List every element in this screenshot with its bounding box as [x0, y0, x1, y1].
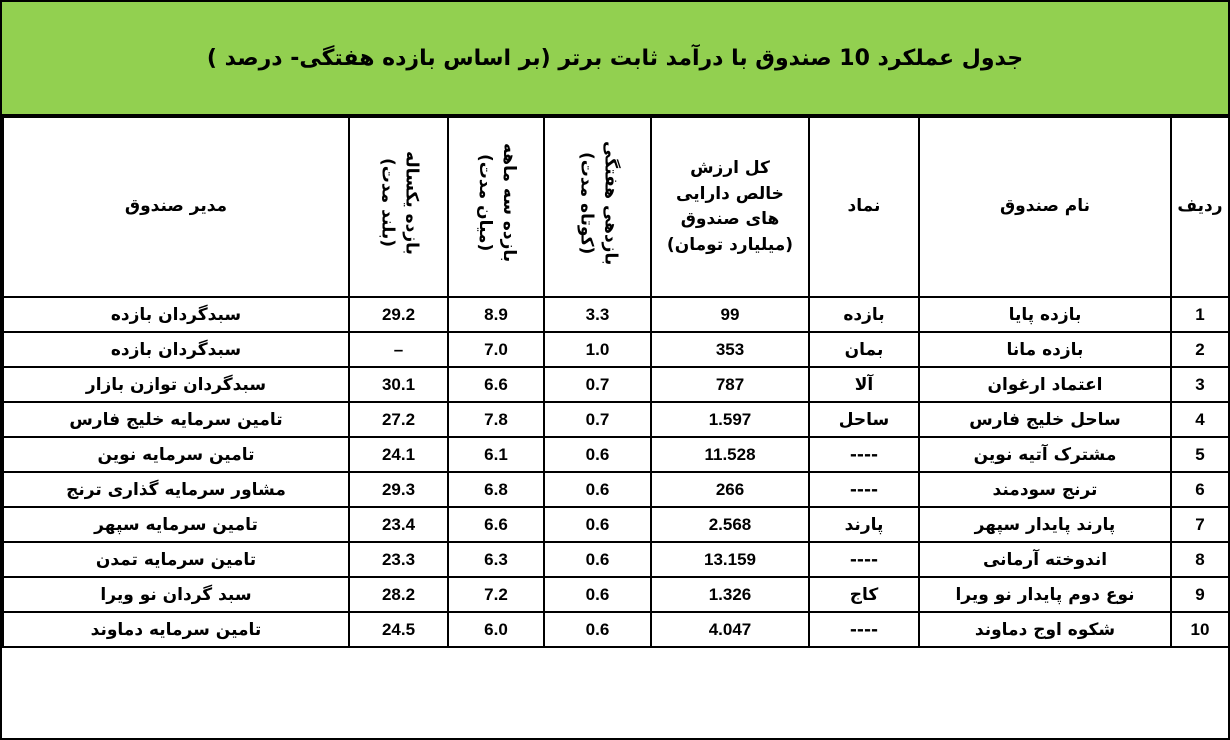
- cell-three-month-return: 8.9: [448, 297, 544, 332]
- cell-nav: 787: [651, 367, 809, 402]
- cell-nav: 4.047: [651, 612, 809, 647]
- fund-performance-table: [2, 116, 1230, 648]
- cell-fund-name: بازده مانا: [919, 332, 1171, 367]
- header-rank: ردیف: [1171, 117, 1229, 297]
- cell-manager: تامین سرمایه خلیج فارس: [3, 402, 349, 437]
- cell-manager: مشاور سرمایه گذاری ترنج: [3, 472, 349, 507]
- table-row: [3, 577, 1229, 612]
- cell-fund-name: بازده پایا: [919, 297, 1171, 332]
- header-fund-name: نام صندوق: [919, 117, 1171, 297]
- table-row: [3, 297, 1229, 332]
- cell-three-month-return: 6.1: [448, 437, 544, 472]
- cell-one-year-return: 29.3: [349, 472, 448, 507]
- cell-fund-name: اندوخته آرمانی: [919, 542, 1171, 577]
- cell-symbol: آلا: [809, 367, 919, 402]
- cell-one-year-return: 29.2: [349, 297, 448, 332]
- cell-manager: سبدگردان توازن بازار: [3, 367, 349, 402]
- cell-nav: 99: [651, 297, 809, 332]
- cell-weekly-return: 0.7: [544, 402, 651, 437]
- cell-manager: سبدگردان بازده: [3, 297, 349, 332]
- cell-rank: 1: [1171, 297, 1229, 332]
- table-row: [3, 507, 1229, 542]
- cell-three-month-return: 6.6: [448, 507, 544, 542]
- header-manager: مدیر صندوق: [3, 117, 349, 297]
- title-bar: [2, 2, 1228, 116]
- cell-rank: 6: [1171, 472, 1229, 507]
- cell-one-year-return: 30.1: [349, 367, 448, 402]
- header-symbol: نماد: [809, 117, 919, 297]
- cell-weekly-return: 0.7: [544, 367, 651, 402]
- table-row: [3, 437, 1229, 472]
- cell-manager: تامین سرمایه دماوند: [3, 612, 349, 647]
- table-row: [3, 542, 1229, 577]
- cell-fund-name: اعتماد ارغوان: [919, 367, 1171, 402]
- cell-nav: 353: [651, 332, 809, 367]
- cell-nav: 2.568: [651, 507, 809, 542]
- cell-fund-name: ساحل خلیج فارس: [919, 402, 1171, 437]
- cell-one-year-return: 23.3: [349, 542, 448, 577]
- cell-three-month-return: 6.0: [448, 612, 544, 647]
- cell-manager: سبد گردان نو ویرا: [3, 577, 349, 612]
- cell-fund-name: ترنج سودمند: [919, 472, 1171, 507]
- cell-three-month-return: 6.3: [448, 542, 544, 577]
- header-weekly-text: [574, 141, 622, 265]
- cell-symbol: ----: [809, 472, 919, 507]
- cell-manager: سبدگردان بازده: [3, 332, 349, 367]
- cell-weekly-return: 0.6: [544, 507, 651, 542]
- cell-one-year-return: 24.1: [349, 437, 448, 472]
- cell-nav: 266: [651, 472, 809, 507]
- cell-symbol: ساحل: [809, 402, 919, 437]
- cell-nav: 1.597: [651, 402, 809, 437]
- cell-fund-name: شکوه اوج دماوند: [919, 612, 1171, 647]
- header-one-year-return: [349, 117, 448, 297]
- header-nav-line2: خالص دارایی: [676, 183, 784, 204]
- cell-weekly-return: 0.6: [544, 472, 651, 507]
- cell-three-month-return: 6.6: [448, 367, 544, 402]
- header-three-month-line1: بازده سه ماهه: [498, 143, 519, 263]
- cell-nav: 13.159: [651, 542, 809, 577]
- cell-symbol: ----: [809, 542, 919, 577]
- cell-weekly-return: 1.0: [544, 332, 651, 367]
- cell-rank: 7: [1171, 507, 1229, 542]
- cell-symbol: پارند: [809, 507, 919, 542]
- header-weekly-line2: (کوتاه مدت): [576, 151, 597, 254]
- cell-one-year-return: 24.5: [349, 612, 448, 647]
- cell-weekly-return: 0.6: [544, 437, 651, 472]
- cell-one-year-return: 23.4: [349, 507, 448, 542]
- header-nav-line4: (میلیارد تومان): [666, 234, 794, 255]
- header-one-year-line1: بازده یکساله: [401, 150, 422, 255]
- header-nav: [651, 117, 809, 297]
- header-one-year-line2: (بلند مدت): [377, 158, 398, 248]
- cell-fund-name: پارند پایدار سپهر: [919, 507, 1171, 542]
- cell-weekly-return: 0.6: [544, 612, 651, 647]
- cell-three-month-return: 7.0: [448, 332, 544, 367]
- cell-manager: تامین سرمایه نوین: [3, 437, 349, 472]
- header-three-month-text: [472, 143, 520, 262]
- header-nav-line1: کل ارزش: [690, 158, 770, 178]
- cell-symbol: ----: [809, 612, 919, 647]
- cell-one-year-return: 28.2: [349, 577, 448, 612]
- header-one-year-text: [375, 151, 423, 255]
- cell-one-year-return: –: [349, 332, 448, 367]
- cell-one-year-return: 27.2: [349, 402, 448, 437]
- table-row: [3, 332, 1229, 367]
- cell-symbol: بازده: [809, 297, 919, 332]
- table-row: [3, 367, 1229, 402]
- page-title: جدول عملکرد 10 صندوق با درآمد ثابت برتر (بر اساس بازده هفتگی- درصد ): [206, 45, 1024, 71]
- table-row: [3, 612, 1229, 647]
- cell-manager: تامین سرمایه سپهر: [3, 507, 349, 542]
- cell-manager: تامین سرمایه تمدن: [3, 542, 349, 577]
- table-header-row: [3, 117, 1229, 297]
- header-nav-line3: های صندوق: [680, 209, 780, 229]
- cell-rank: 9: [1171, 577, 1229, 612]
- cell-rank: 2: [1171, 332, 1229, 367]
- cell-weekly-return: 0.6: [544, 577, 651, 612]
- table-row: [3, 402, 1229, 437]
- cell-symbol: کاج: [809, 577, 919, 612]
- header-weekly-line1: بازدهی هفتگی: [600, 140, 621, 265]
- cell-rank: 5: [1171, 437, 1229, 472]
- table-row: [3, 472, 1229, 507]
- cell-three-month-return: 6.8: [448, 472, 544, 507]
- cell-rank: 4: [1171, 402, 1229, 437]
- cell-weekly-return: 3.3: [544, 297, 651, 332]
- header-weekly-return: [544, 117, 651, 297]
- cell-fund-name: مشترک آتیه نوین: [919, 437, 1171, 472]
- cell-rank: 10: [1171, 612, 1229, 647]
- cell-weekly-return: 0.6: [544, 542, 651, 577]
- cell-symbol: ----: [809, 437, 919, 472]
- header-three-month-line2: (میان مدت): [475, 154, 495, 252]
- cell-nav: 11.528: [651, 437, 809, 472]
- header-three-month-return: [448, 117, 544, 297]
- cell-symbol: بمان: [809, 332, 919, 367]
- cell-nav: 1.326: [651, 577, 809, 612]
- cell-fund-name: نوع دوم پایدار نو ویرا: [919, 577, 1171, 612]
- cell-rank: 3: [1171, 367, 1229, 402]
- cell-rank: 8: [1171, 542, 1229, 577]
- cell-three-month-return: 7.8: [448, 402, 544, 437]
- cell-three-month-return: 7.2: [448, 577, 544, 612]
